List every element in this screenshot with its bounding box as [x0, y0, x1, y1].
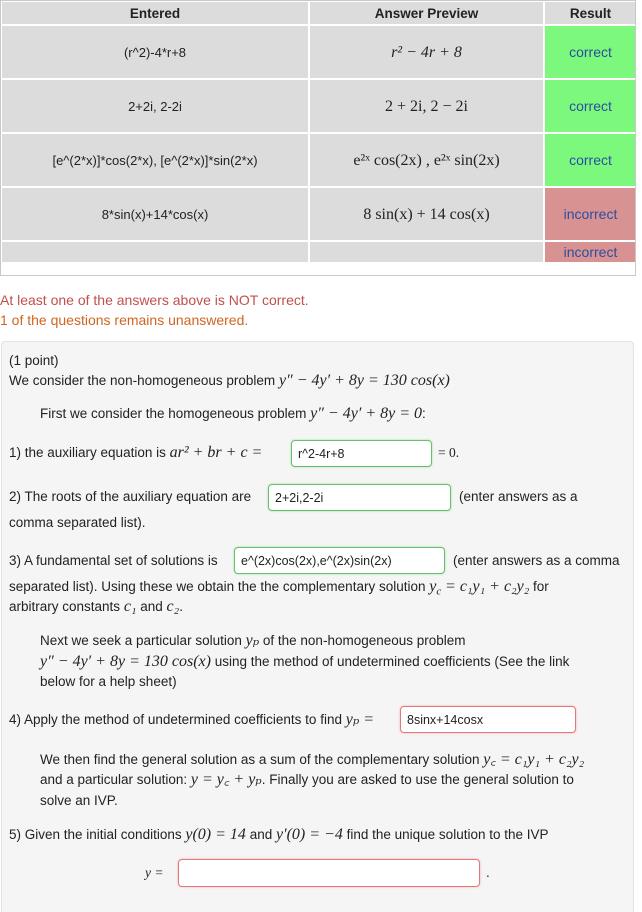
preview-math: r² − 4r + 8 [391, 44, 462, 61]
points-label: (1 point) [9, 353, 59, 368]
q5-end: . [486, 865, 490, 880]
ivp-solution-input[interactable] [178, 859, 480, 887]
table-row [1, 79, 637, 133]
homog-end: : [422, 406, 426, 421]
intro-text: We consider the non-homogeneous problem [9, 373, 276, 388]
next-line1-text: Next we seek a particular solution [40, 633, 242, 648]
entered-cell: [e^(2*x)]*cos(2*x), [e^(2*x)]*sin(2*x) [1, 133, 309, 187]
initial-condition-1: y(0) = 14 [185, 826, 246, 843]
q4-line [9, 710, 374, 730]
q2-note: (enter answers as a [459, 489, 578, 504]
y-label: y = [145, 865, 164, 880]
problem-panel [1, 341, 634, 912]
preview-cell [309, 241, 544, 263]
table-row [1, 241, 637, 263]
q4-text: 4) Apply the method of undetermined coefficients to find [9, 712, 342, 727]
q3-line2-text: separated list). Using these we obtain the the complementary solution [9, 579, 426, 594]
general-solution-equation: y = y꜀ + yₚ [190, 771, 262, 788]
preview-math: 8 sin(x) + 14 cos(x) [363, 206, 490, 223]
general-line2-text: and a particular solution: [40, 772, 188, 787]
q2-note2: comma separated list). [9, 515, 146, 530]
header-answer-preview: Answer Preview [309, 1, 544, 25]
yc-equation: = c₁y₁ + c₂y₂ [445, 578, 530, 595]
general-line2-rest: . Finally you are asked to use the general solution to [261, 772, 574, 787]
preview-cell [309, 79, 544, 133]
preview-math: e²ˣ cos(2x) , e²ˣ sin(2x) [353, 152, 500, 169]
next-line2-text: using the method of undetermined coefficients (See the link [214, 654, 570, 669]
q1-text: 1) the auxiliary equation is [9, 445, 166, 460]
q3-note: (enter answers as a comma [453, 553, 620, 568]
q1-end: = 0. [438, 445, 460, 460]
nonhomog-equation: y″ − 4y′ + 8y = 130 cos(x) [40, 653, 211, 670]
table-row [1, 133, 637, 187]
unanswered-message: 1 of the questions remains unanswered. [0, 312, 249, 328]
entered-cell [1, 241, 309, 263]
q3-line3-text: arbitrary constants [9, 599, 121, 614]
q3-line3-end: . [179, 599, 183, 614]
intro-line [9, 371, 450, 391]
roots-input[interactable] [268, 484, 451, 511]
result-badge: correct [544, 133, 637, 187]
next-line2 [40, 652, 569, 672]
yc-subscript: c [436, 585, 442, 598]
next-line1 [40, 631, 466, 651]
general-line1 [40, 750, 584, 770]
general-line3: solve an IVP. [40, 793, 118, 808]
homog-text: First we consider the homogeneous problem [40, 406, 307, 421]
c2-symbol: c₂ [166, 598, 180, 615]
table-row [1, 25, 637, 79]
header-entered: Entered [1, 1, 309, 25]
entered-cell: 2+2i, 2-2i [1, 79, 309, 133]
q3-line2-for: for [533, 579, 549, 594]
q5-and: and [249, 827, 273, 842]
yp-symbol: yₚ [245, 632, 260, 649]
next-line3: below for a help sheet) [40, 674, 177, 689]
q4-equation: yₚ = [345, 711, 375, 728]
table-row [1, 187, 637, 241]
particular-solution-input[interactable] [400, 706, 576, 733]
q5-text: 5) Given the initial conditions [9, 827, 182, 842]
c1-symbol: c₁ [123, 598, 137, 615]
results-header-row [1, 1, 637, 25]
result-badge: incorrect [544, 187, 637, 241]
q5-line [9, 825, 549, 845]
entered-cell: (r^2)-4*r+8 [1, 25, 309, 79]
general-line1-text: We then find the general solution as a sum of the complementary solution [40, 752, 480, 767]
q3-text: 3) A fundamental set of solutions is [9, 553, 218, 568]
q1-equation: ar² + br + c = [169, 444, 263, 461]
preview-cell [309, 25, 544, 79]
general-yc-equation: y꜀ = c₁y₁ + c₂y₂ [483, 751, 585, 768]
intro-equation: y″ − 4y′ + 8y = 130 cos(x) [278, 372, 450, 389]
q5-rest: find the unique solution to the IVP [346, 827, 549, 842]
preview-math: 2 + 2i, 2 − 2i [385, 98, 468, 115]
preview-cell [309, 187, 544, 241]
fundamental-set-input[interactable] [234, 547, 445, 574]
results-table [0, 0, 638, 264]
yc-symbol: y [429, 578, 437, 595]
preview-cell [309, 133, 544, 187]
q2-text: 2) The roots of the auxiliary equation are [9, 489, 252, 504]
general-line2 [40, 770, 574, 790]
auxiliary-equation-input[interactable] [291, 440, 432, 467]
q3-line3 [9, 597, 183, 617]
initial-condition-2: y′(0) = −4 [275, 826, 343, 843]
q3-line3-and: and [140, 599, 163, 614]
q1-line [9, 443, 262, 463]
result-badge: correct [544, 79, 637, 133]
not-correct-message: At least one of the answers above is NOT correct. [0, 292, 309, 308]
result-badge: incorrect [544, 241, 637, 263]
result-badge: correct [544, 25, 637, 79]
entered-cell: 8*sin(x)+14*cos(x) [1, 187, 309, 241]
header-result: Result [544, 1, 637, 25]
next-line1-rest: of the non-homogeneous problem [262, 633, 466, 648]
homog-line [40, 404, 426, 424]
homog-equation: y″ − 4y′ + 8y = 0 [310, 405, 423, 422]
